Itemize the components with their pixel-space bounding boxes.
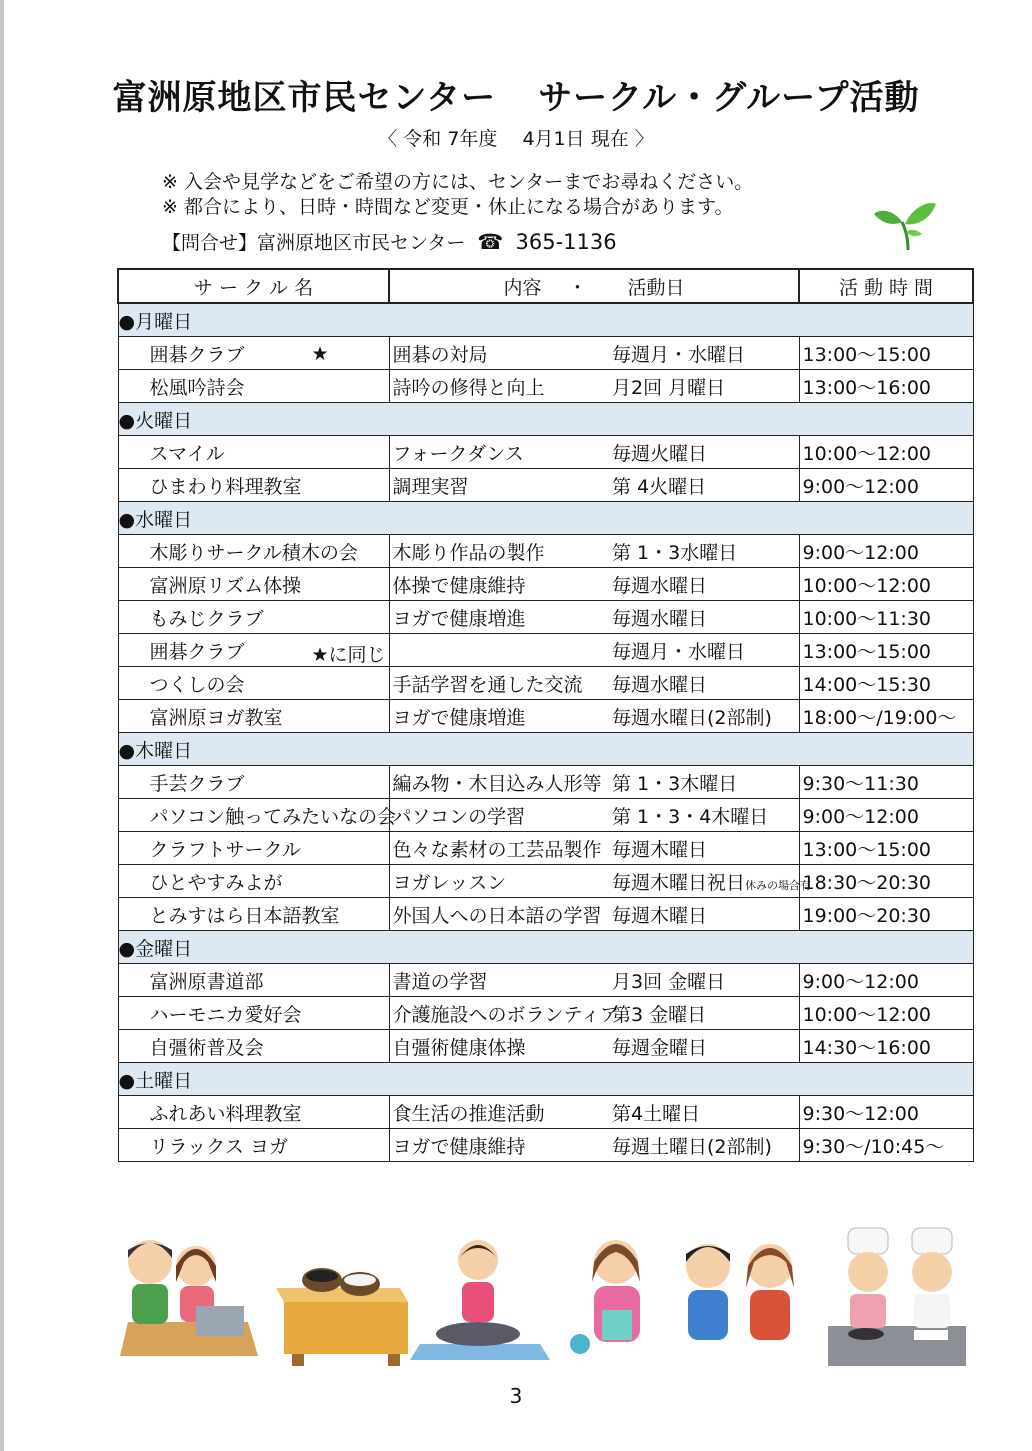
table-row: [118, 634, 973, 667]
circle-name: スマイル: [149, 442, 225, 465]
circle-name: ハーモニカ愛好会: [149, 1003, 302, 1026]
notes: [162, 170, 753, 220]
circle-name: つくしの会: [149, 673, 245, 696]
activity-day: 毎週水曜日: [612, 574, 708, 597]
day-header-row: [118, 1063, 973, 1096]
content-cell: 体操で健康維持: [389, 568, 606, 601]
table-row: [118, 337, 973, 370]
day-header-row: [118, 733, 973, 766]
circle-name-cell: [118, 634, 389, 667]
activity-day-cell: [606, 634, 799, 667]
activity-time-cell: 9:30～12:00: [799, 1096, 973, 1129]
table-row: [118, 865, 973, 898]
content-cell: 書道の学習: [389, 964, 606, 997]
activity-day: 毎週火曜日: [612, 442, 708, 465]
table-row: [118, 1096, 973, 1129]
star-mark: ★に同じ: [311, 644, 386, 666]
activity-day: 月2回 月曜日: [612, 376, 726, 399]
activity-day: 毎週木曜日祝日: [612, 871, 746, 894]
table-row: [118, 898, 973, 931]
table-row: [118, 832, 973, 865]
activity-day-cell: [606, 601, 799, 634]
circle-name: ひとやすみよが: [149, 871, 283, 894]
knitting-woman-icon: [570, 1240, 640, 1354]
yoga-woman-icon: [410, 1240, 550, 1360]
activity-day-cell: [606, 568, 799, 601]
activity-day: 第 1・3・4木曜日: [612, 805, 769, 828]
activity-day: 第3 金曜日: [612, 1003, 707, 1026]
activity-time-cell: 10:00～12:00: [799, 436, 973, 469]
circle-name-cell: [118, 865, 389, 898]
activity-day-cell: [606, 865, 812, 898]
circle-name-cell: [118, 964, 389, 997]
activity-time-cell: 14:30～16:00: [799, 1030, 973, 1063]
day-label: ●月曜日: [118, 303, 973, 337]
activity-day-cell: [606, 1030, 799, 1063]
activity-time-cell: 18:00～/19:00～: [799, 700, 973, 733]
activity-time-cell: 9:00～12:00: [799, 964, 973, 997]
activity-time-cell: 19:00～20:30: [799, 898, 973, 931]
activity-day: 月3回 金曜日: [612, 970, 726, 993]
activity-day-cell: [606, 436, 799, 469]
activity-day-cell: [606, 964, 799, 997]
activity-day-cell: [606, 898, 799, 931]
as-of-date: 〈 令和 7年度 4月1日 現在 〉: [378, 128, 654, 150]
circle-name-cell: [118, 535, 389, 568]
activity-time-cell: 9:00～12:00: [799, 469, 973, 502]
table-row: [118, 700, 973, 733]
day-note: 休みの場合有: [745, 878, 812, 892]
activity-day-cell: [606, 799, 799, 832]
activity-day: 第 1・3水曜日: [612, 541, 738, 564]
day-header-row: [118, 403, 973, 436]
sign-language-pair-icon: [686, 1244, 794, 1340]
activity-day: 毎週土曜日(2部制): [612, 1135, 772, 1158]
circle-name-cell: [118, 568, 389, 601]
note-line: ※ 入会や見学などをご希望の方には、センターまでお尋ねください。: [162, 171, 754, 193]
phone-icon: ☎: [477, 230, 504, 254]
table-row: [118, 469, 973, 502]
activity-day-cell: [606, 370, 799, 403]
content-cell: 手話学習を通した交流: [389, 667, 606, 700]
activity-time-cell: 9:30～11:30: [799, 766, 973, 799]
activity-day-cell: [606, 997, 799, 1030]
content-cell: フォークダンス: [389, 436, 606, 469]
circle-name-cell: [118, 337, 389, 370]
day-header-row: [118, 303, 973, 337]
header-name: サ ー ク ル 名: [118, 269, 389, 303]
table-row: [118, 799, 973, 832]
content-cell: ヨガで健康増進: [389, 700, 606, 733]
illustrations: [0, 1222, 1032, 1372]
circle-name: もみじクラブ: [149, 607, 264, 630]
activity-time-cell: 10:00～12:00: [799, 997, 973, 1030]
go-board-icon: [276, 1268, 408, 1366]
circle-name-cell: [118, 1030, 389, 1063]
circle-name-cell: [118, 832, 389, 865]
table-row: [118, 370, 973, 403]
content-cell: [389, 634, 606, 667]
circle-name: リラックス ヨガ: [149, 1135, 288, 1158]
content-cell: ヨガで健康維持: [389, 1129, 606, 1162]
activity-day-cell: [606, 700, 799, 733]
circle-name: 松風吟詩会: [149, 376, 245, 399]
note-line: ※ 都合により、日時・時間など変更・休止になる場合があります。: [162, 196, 734, 218]
activity-time-cell: 13:00～15:00: [799, 337, 973, 370]
activity-day-cell: [606, 469, 799, 502]
content-cell: 木彫り作品の製作: [389, 535, 606, 568]
content-cell: ヨガレッスン: [389, 865, 606, 898]
activity-day-cell: [606, 667, 799, 700]
activity-day: 毎週水曜日: [612, 673, 708, 696]
circle-name-cell: [118, 799, 397, 832]
activity-day-cell: [606, 1129, 799, 1162]
activity-day-cell: [606, 766, 799, 799]
star-mark: ★: [311, 343, 329, 365]
content-cell: 介護施設へのボランティア: [389, 997, 606, 1030]
table-row: [118, 436, 973, 469]
title-center-name: 富洲原地区市民センター: [112, 78, 497, 118]
activity-time-cell: 14:00～15:30: [799, 667, 973, 700]
content-cell: 詩吟の修得と向上: [389, 370, 606, 403]
day-header-row: [118, 931, 973, 964]
activity-time-cell: 9:00～12:00: [799, 535, 973, 568]
activity-day: 毎週金曜日: [612, 1036, 708, 1059]
activity-time-cell: 18:30～20:30: [799, 865, 973, 898]
contact-label: 【問合せ】富洲原地区市民センター: [162, 232, 466, 254]
page-number: 3: [509, 1384, 523, 1408]
circle-name-cell: [118, 1129, 389, 1162]
activity-time-cell: 9:30～/10:45～: [799, 1129, 973, 1162]
activity-day-cell: [606, 535, 799, 568]
day-header-row: [118, 502, 973, 535]
circle-name: 木彫りサークル積木の会: [149, 541, 358, 564]
content-cell: パソコンの学習: [389, 799, 606, 832]
circle-name: 自彊術普及会: [149, 1036, 264, 1059]
activity-time-cell: 13:00～16:00: [799, 370, 973, 403]
content-cell: 食生活の推進活動: [389, 1096, 606, 1129]
content-cell: 編み物・木目込み人形等: [389, 766, 606, 799]
activity-day: 毎週木曜日: [612, 838, 708, 861]
activity-time-cell: 13:00～15:00: [799, 634, 973, 667]
activity-time-cell: 10:00～11:30: [799, 601, 973, 634]
circle-name-cell: [118, 766, 389, 799]
activity-time-cell: 9:00～12:00: [799, 799, 973, 832]
table-row: [118, 997, 973, 1030]
schedule-table: [117, 268, 974, 1162]
day-label: ●土曜日: [118, 1063, 973, 1096]
activity-day: 第4土曜日: [612, 1102, 701, 1125]
circle-name: クラフトサークル: [149, 838, 301, 861]
table-row: [118, 1129, 973, 1162]
table-row: [118, 766, 973, 799]
activity-day: 毎週月・水曜日: [612, 343, 746, 366]
cooking-pair-icon: [828, 1228, 966, 1366]
content-cell: 外国人への日本語の学習: [389, 898, 606, 931]
circle-name: 富洲原リズム体操: [149, 574, 302, 597]
circle-name: 囲碁クラブ: [149, 343, 245, 366]
day-label: ●火曜日: [118, 403, 973, 436]
activity-day: 毎週水曜日(2部制): [612, 706, 772, 729]
content-cell: 調理実習: [389, 469, 606, 502]
circle-name: 富洲原ヨガ教室: [149, 706, 283, 729]
circle-name: 囲碁クラブ: [149, 640, 245, 663]
circle-name: パソコン触ってみたいなの会: [149, 805, 397, 828]
page-title: [0, 70, 1032, 119]
circle-name: ふれあい料理教室: [149, 1102, 302, 1125]
table-row: [118, 964, 973, 997]
activity-day-cell: [606, 337, 799, 370]
circle-name-cell: [118, 601, 389, 634]
activity-day-cell: [606, 832, 799, 865]
day-label: ●水曜日: [118, 502, 973, 535]
contact-line: [162, 228, 617, 255]
circle-name-cell: [118, 1096, 389, 1129]
header-content-day: 内容 ・ 活動日: [389, 269, 799, 303]
day-label: ●木曜日: [118, 733, 973, 766]
table-row: [118, 601, 973, 634]
circle-name-cell: [118, 469, 389, 502]
content-cell: 囲碁の対局: [389, 337, 606, 370]
circle-name: 富洲原書道部: [149, 970, 264, 993]
circle-name-cell: [118, 370, 389, 403]
activity-time-cell: 13:00～15:00: [799, 832, 973, 865]
content-cell: ヨガで健康増進: [389, 601, 606, 634]
phone-number: 365-1136: [515, 230, 617, 254]
content-cell: 自彊術健康体操: [389, 1030, 606, 1063]
table-row: [118, 535, 973, 568]
table-row: [118, 667, 973, 700]
activity-day: 毎週木曜日: [612, 904, 708, 927]
table-row: [118, 568, 973, 601]
circle-name: とみすはら日本語教室: [149, 904, 340, 927]
table-row: [118, 1030, 973, 1063]
activity-day-cell: [606, 1096, 799, 1129]
circle-name-cell: [118, 997, 389, 1030]
activity-day: 毎週水曜日: [612, 607, 708, 630]
circle-name-cell: [118, 667, 389, 700]
header-time: 活 動 時 間: [799, 269, 973, 303]
activity-time-cell: 10:00～12:00: [799, 568, 973, 601]
table-header-row: [118, 269, 973, 303]
activity-day: 第 1・3木曜日: [612, 772, 738, 795]
circle-name-cell: [118, 700, 389, 733]
circle-name: 手芸クラブ: [149, 772, 245, 795]
circle-name-cell: [118, 898, 389, 931]
computer-couple-icon: [120, 1240, 258, 1356]
activity-day: 毎週月・水曜日: [612, 640, 746, 663]
circle-name-cell: [118, 436, 389, 469]
circle-name: ひまわり料理教室: [149, 475, 302, 498]
content-cell: 色々な素材の工芸品製作: [389, 832, 606, 865]
activity-day: 第 4火曜日: [612, 475, 707, 498]
sprout-icon: [872, 192, 938, 252]
title-activity: サークル・グループ活動: [538, 78, 920, 118]
day-label: ●金曜日: [118, 931, 973, 964]
